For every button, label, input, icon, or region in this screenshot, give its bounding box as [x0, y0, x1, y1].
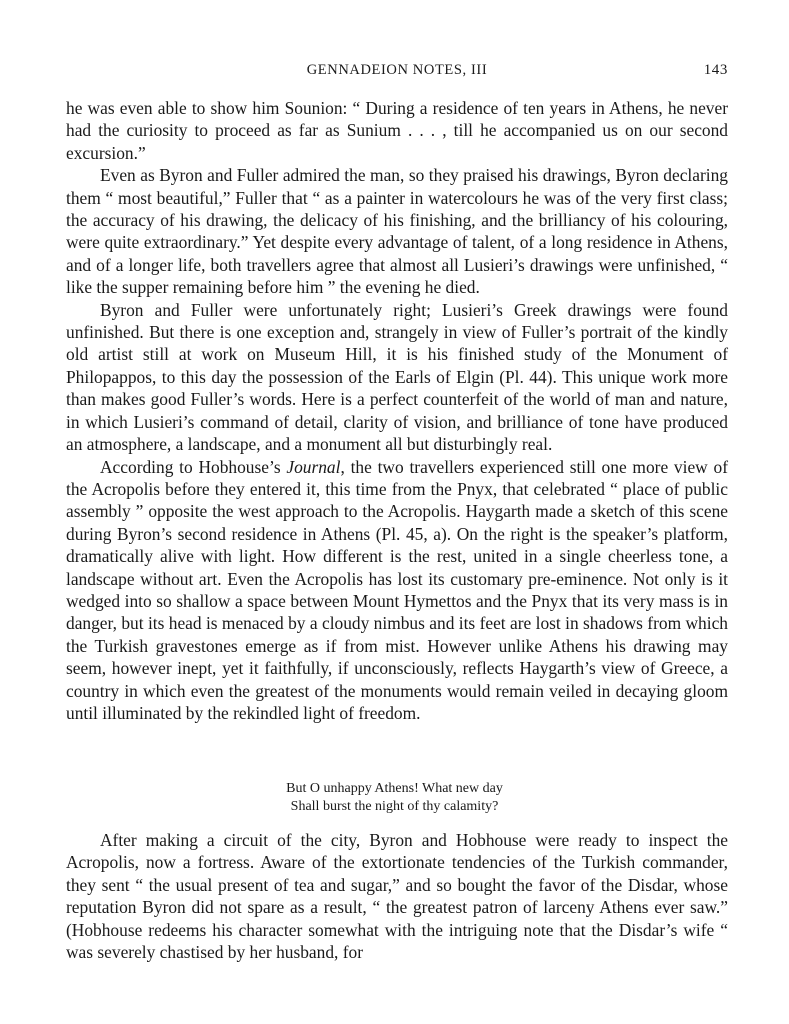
verse-line-2: Shall burst the night of thy calamity?	[290, 799, 499, 814]
verse-line-1: But O unhappy Athens! What new day	[286, 781, 503, 796]
page-number: 143	[703, 62, 728, 78]
final-paragraph-container	[66, 829, 728, 963]
paragraph-pnyx-view	[66, 456, 728, 725]
paragraph-acropolis-inspection: After making a circuit of the city, Byron and Hobhouse were ready to inspect the Acropolis, now a fortress. Aware of the extortionate tendencies of the Turkish commander, they sent “ the usual present of tea and sugar,” and so bought the favor of the Disdar, whose reputation Byron did not spare as a result, “ the greatest patron of larceny Athens ever saw.” (Hobhouse redeems his character somewhat with the intriguing note that the Disdar’s wife “ was severely chastised by her husband, for	[66, 830, 728, 963]
body-text	[66, 97, 728, 724]
paragraph-philopappos-study: Byron and Fuller were unfortunately right; Lusieri’s Greek drawings were found unfinished. But there is one exception and, strangely in view of Fuller’s portrait of the kindly old artist still at work on Museum Hill, it is his finished study of the Monument of Philopappos, to this day the possession of the Earls of Elgin (Pl. 44). This unique work more than makes good Fuller’s words. Here is a perfect counterfeit of the world of man and nature, in which Lusieri’s command of detail, clarity of vision, and brilliance of tone have produced an atmosphere, a landscape, and a monument all but disturbingly real.	[66, 299, 728, 455]
paragraph-continuation: he was even able to show him Sounion: “ During a residence of ten years in Athens, he never had the curiosity to proceed as far as Sunium . . . , till he accompanied us on our second excursion.”	[66, 98, 728, 163]
running-head	[66, 62, 728, 84]
running-title: GENNADEION NOTES, III	[306, 62, 488, 78]
paragraph-drawings-praise: Even as Byron and Fuller admired the man, so they praised his drawings, Byron declaring them “ most beautiful,” Fuller that “ as a painter in watercolours he was of the very first class; the accuracy of his drawing, the delicacy of his finishing, and the brilliancy of his colouring, were quite extraordinary.” Yet despite every advantage of talent, of a long residence in Athens, and of a longer life, both travellers agree that almost all Lusieri’s drawings were unfinished, “ like the supper remaining before him ” the evening he died.	[66, 165, 728, 298]
verse-quotation	[0, 780, 789, 816]
paragraph-pnyx-suffix: , the two travellers experienced still one more view of the Acropolis before they entered it, this time from the Pnyx, that celebrated “ place of public assembly ” opposite the west approach to the Acropolis. Haygarth made a sketch of this scene during Byron’s second residence in Athens (Pl. 45, a). On the right is the speaker’s platform, dramatically alive with light. How different is the rest, united in a single cheerless tone, a landscape without art. Even the Acropolis has lost its customary pre-eminence. Not only is it wedged into so shallow a space between Mount Hymettos and the Pnyx that its very mass is in danger, but its head is menaced by a cloudy nimbus and its feet are lost in shadows from which the Turkish gravestones emerge as if from mist. However unlike Athens his drawing may seem, however inept, yet it faithfully, if unconsciously, reflects Haygarth’s view of Greece, a country in which even the greatest of the monuments would remain veiled in decaying gloom until illuminated by the rekindled light of freedom.	[66, 456, 728, 723]
journal-title: Journal	[286, 456, 341, 477]
paragraph-pnyx-prefix: According to Hobhouse’s	[100, 456, 287, 477]
